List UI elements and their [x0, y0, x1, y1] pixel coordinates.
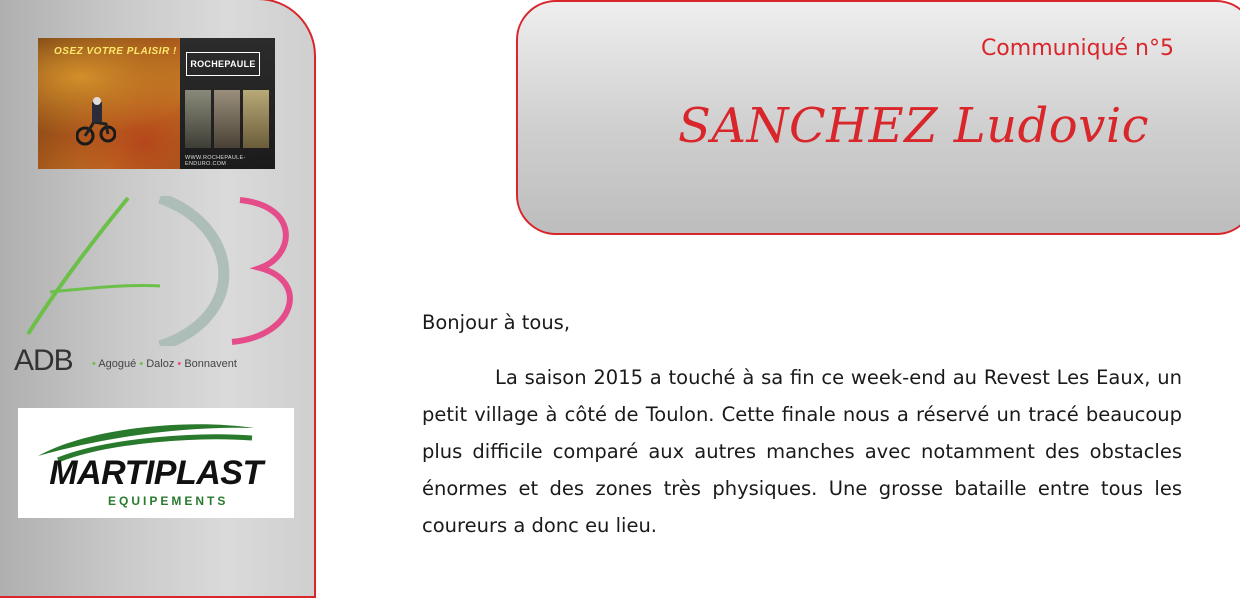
motorbike-rider-icon	[76, 96, 116, 146]
ad-thumbnail	[243, 90, 269, 148]
adb-name: Daloz	[146, 358, 175, 370]
ad-url: WWW.ROCHEPAULE-ENDURO.COM	[185, 155, 246, 167]
martiplast-name: MARTIPLAST	[49, 454, 263, 492]
adb-name: Bonnavent	[184, 358, 237, 370]
martiplast-logo	[18, 408, 294, 518]
adb-swoosh-graphic	[10, 196, 300, 346]
adb-logo-text: ADB	[14, 344, 73, 377]
ad-thumbnail	[185, 90, 211, 148]
communique-number: Communiqué n°5	[980, 36, 1174, 61]
ad-thumbnails	[185, 90, 269, 148]
adb-logo	[10, 196, 300, 386]
rochepaule-ad-image	[38, 38, 275, 169]
ad-brand: ROCHEPAULE	[186, 52, 260, 76]
adb-name: Agogué	[98, 358, 137, 370]
letter-body	[422, 304, 1182, 544]
greeting: Bonjour à tous,	[422, 311, 571, 334]
ad-thumbnail	[214, 90, 240, 148]
body-paragraph: La saison 2015 a touché à sa fin ce week-end au Revest Les Eaux, un petit village à côté de Toulon. Cette finale nous a réservé un tracé beaucoup plus difficile comparé aux autres manches avec notamment des obstacles énormes et des zones très physiques. Une grosse bataille entre tous les coureurs a donc eu lieu.	[422, 366, 1182, 537]
martiplast-subtitle: EQUIPEMENTS	[108, 494, 229, 508]
adb-partner-names: • Agogué • Daloz • Bonnavent	[92, 358, 237, 370]
header-box	[516, 0, 1240, 235]
ad-slogan: OSEZ VOTRE PLAISIR !	[54, 46, 177, 57]
rider-name-title: SANCHEZ Ludovic	[678, 98, 1150, 154]
